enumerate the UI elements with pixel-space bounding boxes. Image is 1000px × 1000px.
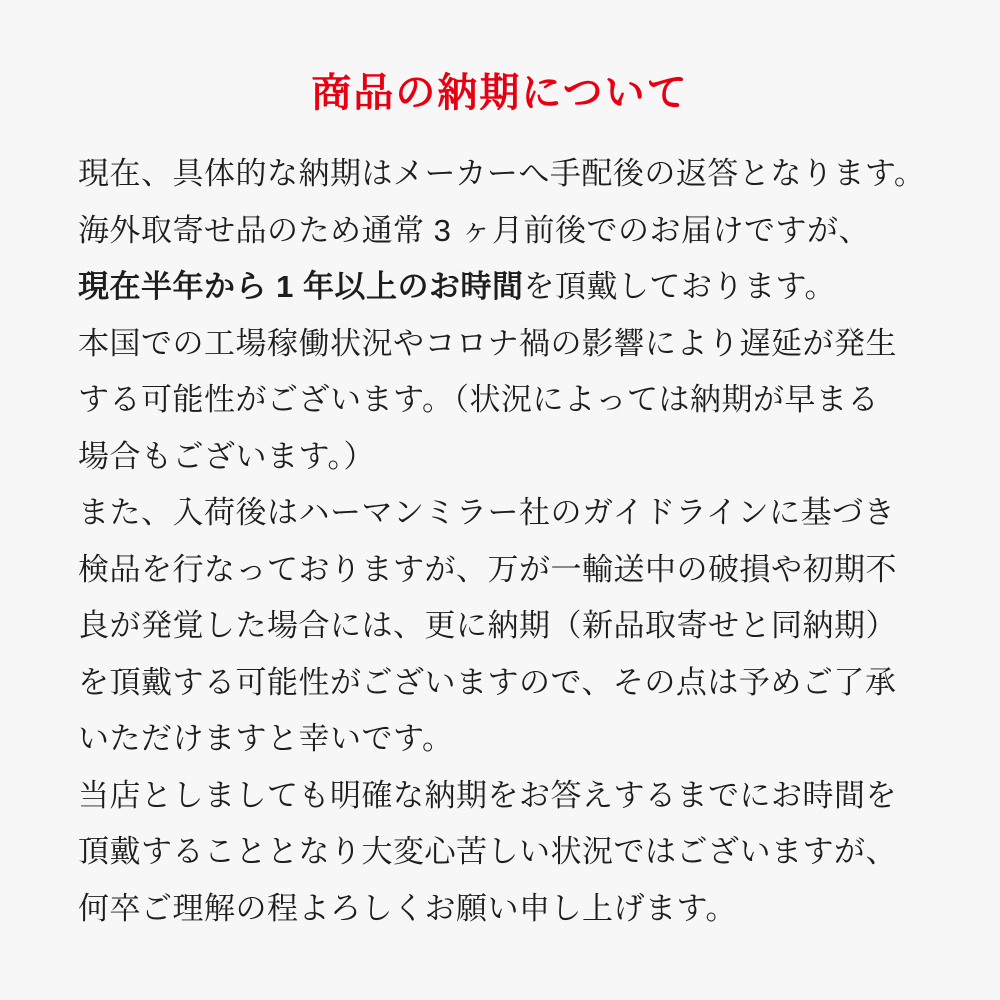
line-text: 場合もございます。）: [78, 438, 376, 474]
line-text: を頂戴しております。: [523, 269, 836, 304]
line-text: 本国での工場稼働状況やコロナ禍の影響により遅延が発生: [78, 325, 897, 361]
notice-line: [78, 824, 944, 881]
notice-line: [78, 316, 944, 373]
notice-line: [78, 542, 944, 599]
line-text: 当店としましても明確な納期をお答えするまでにお時間を: [78, 777, 897, 813]
notice-line: [78, 429, 944, 486]
line-text: を頂戴する可能性がございますので、その点は予めご了承: [78, 664, 897, 700]
line-bold-text: 現在半年から 1 年以上のお時間: [78, 269, 524, 304]
line-text: また、入荷後はハーマンミラー社のガイドラインに基づき: [78, 495, 896, 530]
line-text: いただけますと幸いです。: [78, 721, 454, 756]
line-text: 何卒ご理解の程よろしくお願い申し上げます。: [78, 890, 738, 926]
notice-line: [78, 881, 944, 938]
line-text: 現在、具体的な納期はメーカーへ手配後の返答となります。: [78, 156, 926, 191]
notice-line: [78, 655, 944, 712]
notice-line: [78, 768, 944, 825]
notice-line: [78, 711, 944, 768]
notice-line: [78, 259, 944, 316]
page-title: 商品の納期について: [311, 71, 689, 115]
line-text: 良が発覚した場合には、更に納期（新品取寄せと同納期）: [78, 608, 897, 643]
notice-line: [78, 146, 944, 203]
line-text: 頂戴することとなり大変心苦しい状況ではございますが、: [78, 834, 897, 869]
line-text: 検品を行なっておりますが、万が一輸送中の破損や初期不: [78, 551, 897, 587]
notice-line: [78, 203, 944, 260]
notice-line: [78, 485, 944, 542]
notice-body: [0, 146, 1000, 937]
notice-line: [78, 372, 944, 429]
line-text: する可能性がございます。（状況によっては納期が早まる: [78, 382, 880, 417]
notice-line: [78, 598, 944, 655]
line-text: 海外取寄せ品のため通常 3 ヶ月前後でのお届けですが、: [78, 212, 870, 248]
